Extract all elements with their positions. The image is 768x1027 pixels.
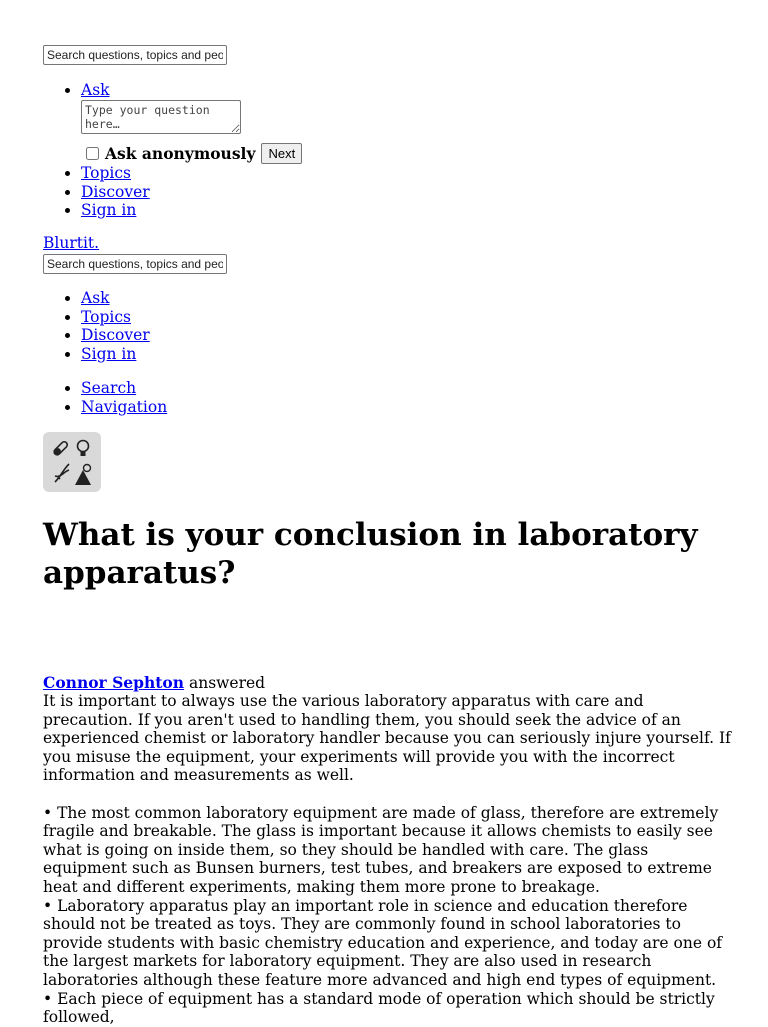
lightbulb-icon <box>78 441 89 457</box>
ask-link[interactable]: Ask <box>81 289 110 307</box>
ask-link[interactable]: Ask <box>81 81 110 99</box>
nav-item-topics <box>81 308 150 327</box>
navigation-skip-link[interactable]: Navigation <box>81 397 168 416</box>
science-category-icon[interactable] <box>43 432 101 492</box>
main-nav <box>43 289 150 363</box>
answered-label: answered <box>188 674 266 692</box>
answer-body <box>43 692 733 1027</box>
top-nav <box>43 81 241 138</box>
discover-link[interactable]: Discover <box>81 326 150 345</box>
answer-header <box>43 674 265 692</box>
nav-item-topics <box>81 164 150 183</box>
nav-item-discover <box>81 326 150 345</box>
search-input-secondary[interactable] <box>43 254 227 274</box>
top-nav-rest <box>43 164 150 220</box>
ask-anonymous-row <box>86 142 302 164</box>
skip-item-navigation <box>81 398 167 417</box>
question-title: What is your conclusion in laboratory apparatus? <box>43 517 698 591</box>
brand-link[interactable]: Blurtit. <box>43 234 100 252</box>
nav-item-ask <box>81 81 241 138</box>
discover-link[interactable]: Discover <box>81 182 150 201</box>
anonymous-label: Ask anonymously <box>105 143 256 163</box>
nav-item-ask <box>81 289 150 308</box>
skip-links <box>43 379 167 416</box>
dna-icon <box>55 464 69 482</box>
answer-paragraph: It is important to always use the various laboratory apparatus with care and precaution. If you aren't used to handling them, you should seek the advice of an experienced chemist or laboratory handler because you can seriously injure yourself. If you misuse the equipment, your experiments will provide you with the incorrect information and measurements as well. <box>43 692 731 785</box>
flask-icon <box>75 465 91 486</box>
nav-item-sign-in <box>81 345 150 364</box>
anonymous-checkbox[interactable] <box>86 147 99 160</box>
author-link[interactable]: Connor Sephton <box>43 673 185 692</box>
nav-item-discover <box>81 183 150 202</box>
skip-item-search <box>81 379 167 398</box>
answer-paragraph: • The most common laboratory equipment are made of glass, therefore are extremely fragile and breakable. The glass is important because it allows chemists to easily see what is going on inside them, so they should be handled with care. The glass equipment such as Bunsen burners, test tubes, and breakers are exposed to extreme heat and different experiments, making them more prone to breakage. <box>43 803 719 896</box>
topics-link[interactable]: Topics <box>81 164 131 182</box>
question-textarea[interactable] <box>81 100 241 134</box>
sign-in-link[interactable]: Sign in <box>81 201 137 220</box>
ask-form <box>81 100 241 139</box>
search-skip-link[interactable]: Search <box>81 379 137 397</box>
answer-paragraph: • Each piece of equipment has a standard mode of operation which should be strictly followed, <box>43 989 715 1027</box>
nav-item-sign-in <box>81 201 150 220</box>
dropper-icon <box>53 441 69 457</box>
answer-paragraph: • Laboratory apparatus play an important role in science and education therefore should not be treated as toys. They are commonly found in school laboratories to provide students with basic chemistry education and experience, and today are one of the largest markets for laboratory equipment. They are also used in research laboratories although these feature more advanced and high end types of equipment. <box>43 896 723 989</box>
topics-link[interactable]: Topics <box>81 307 131 326</box>
search-input[interactable] <box>43 45 227 65</box>
next-button[interactable]: Next <box>261 143 302 164</box>
sign-in-link[interactable]: Sign in <box>81 344 137 363</box>
